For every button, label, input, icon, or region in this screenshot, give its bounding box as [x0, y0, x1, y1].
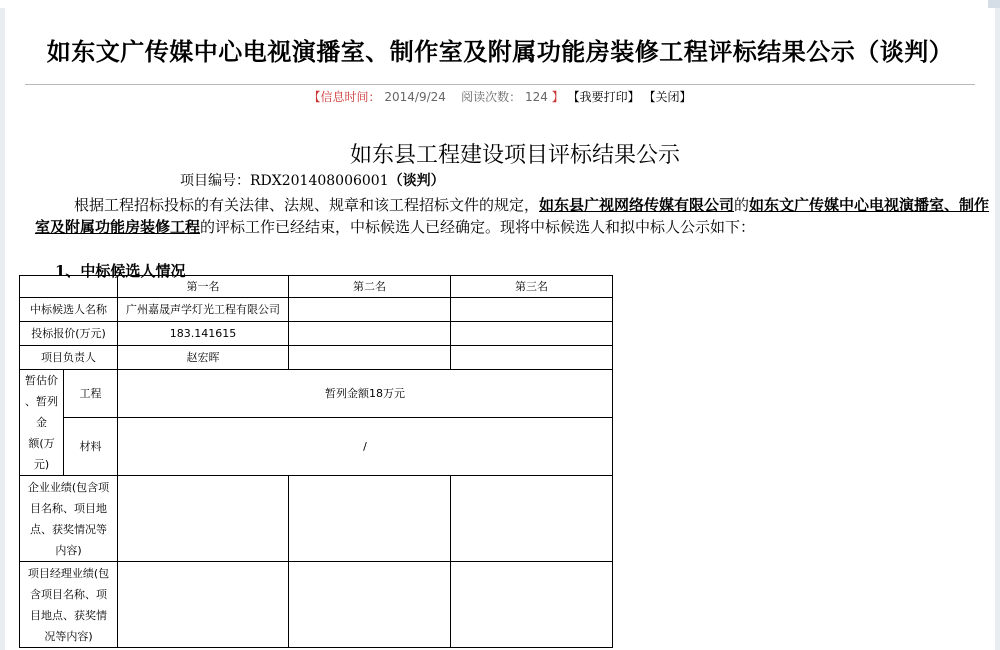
header-rank-3: 第三名 [451, 276, 613, 298]
manager-perf-line: 项目经理业绩(包 [27, 566, 110, 580]
manager-1: 赵宏晖 [118, 346, 289, 370]
table-row [20, 346, 613, 370]
header-empty-cell [20, 276, 118, 298]
top-bar-mid-block [28, 0, 988, 8]
section-title: 1、中标候选人情况 [55, 262, 186, 280]
document-heading: 如东县工程建设项目评标结果公示 [349, 143, 680, 168]
header-rank-2: 第二名 [289, 276, 451, 298]
bid-1: 183.141615 [118, 322, 289, 346]
material-value: / [118, 418, 613, 476]
provisional-line: 暂估价 [25, 374, 58, 387]
row-label-provisional [20, 370, 64, 476]
bid-2 [289, 322, 451, 346]
sub-label-material: 材料 [64, 418, 118, 476]
manager-perf-2 [289, 562, 451, 648]
project-number [180, 170, 445, 190]
company-perf-2 [289, 476, 451, 562]
company-perf-line: 企业业绩(包含项 [27, 480, 110, 494]
sub-label-engineering: 工程 [64, 370, 118, 418]
company-perf-3 [451, 476, 613, 562]
row-label-manager: 项目负责人 [20, 346, 118, 370]
project-number-value: RDX201408006001 [250, 173, 389, 189]
info-time-label: 【信息时间： [308, 90, 381, 104]
tenderer-name: 如东县广视网络传媒有限公司 [539, 196, 735, 214]
print-link[interactable]: 【我要打印】 [567, 90, 640, 104]
candidate-2 [289, 298, 451, 322]
manager-perf-line: 目地点、获奖情 [30, 608, 107, 622]
top-bar-left-block [0, 0, 28, 8]
top-bar [0, 0, 1000, 8]
candidate-1: 广州嘉晟声学灯光工程有限公司 [118, 298, 289, 322]
candidate-table [19, 275, 613, 648]
manager-2 [289, 346, 451, 370]
info-bar [5, 88, 995, 105]
candidate-3 [451, 298, 613, 322]
project-name: 如东文广传媒中心电视演播室、制作室及附属功能房装修工程 [35, 196, 990, 236]
company-perf-line: 内容) [55, 543, 82, 557]
page-title: 如东文广传媒中心电视演播室、制作室及附属功能房装修工程评标结果公示（谈判） [46, 38, 954, 66]
content-panel [5, 8, 995, 650]
para-of: 的 [734, 196, 750, 214]
header-rank-1: 第一名 [118, 276, 289, 298]
title-divider [25, 84, 975, 85]
table-row [20, 298, 613, 322]
table-header-row [20, 276, 613, 298]
table-row [20, 476, 613, 562]
row-label-candidate: 中标候选人名称 [20, 298, 118, 322]
intro-paragraph [35, 194, 995, 238]
provisional-line: 、暂列金 [25, 395, 58, 429]
close-link[interactable]: 【关闭】 [643, 90, 692, 104]
para-after: 的评标工作已经结束，中标候选人已经确定。现将中标候选人和拟中标人公示如下： [200, 218, 756, 236]
bid-3 [451, 322, 613, 346]
row-label-company-performance [20, 476, 118, 562]
read-count-value: 124 [525, 90, 548, 104]
provisional-line: 额(万元) [28, 437, 55, 471]
manager-perf-line: 含项目名称、项 [30, 587, 107, 601]
company-perf-1 [118, 476, 289, 562]
row-label-manager-performance [20, 562, 118, 648]
project-number-suffix: （谈判） [388, 173, 445, 189]
info-time-value: 2014/9/24 [384, 90, 446, 104]
table-row [20, 562, 613, 648]
row-label-bid: 投标报价(万元) [20, 322, 118, 346]
company-perf-line: 点、获奖情况等 [30, 522, 107, 536]
manager-3 [451, 346, 613, 370]
read-count-label: 阅读次数： [461, 90, 522, 104]
manager-perf-1 [118, 562, 289, 648]
table-row [20, 322, 613, 346]
project-number-label: 项目编号： [180, 173, 250, 189]
engineering-value: 暂列金额18万元 [118, 370, 613, 418]
table-row [20, 370, 613, 418]
para-before: 根据工程招标投标的有关法律、法规、规章和该工程招标文件的规定， [74, 196, 540, 214]
read-count-close: 】 [551, 90, 564, 104]
table-row [20, 418, 613, 476]
manager-perf-line: 况等内容) [44, 629, 93, 643]
manager-perf-3 [451, 562, 613, 648]
company-perf-line: 目名称、项目地 [30, 501, 107, 515]
